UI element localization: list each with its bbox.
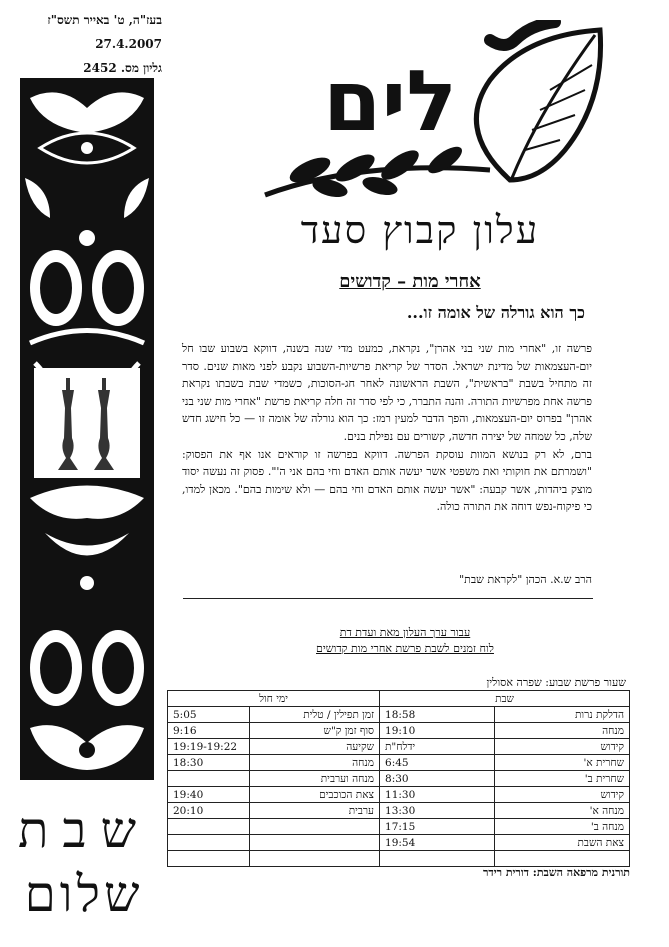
shalom-word: שלום [24, 865, 144, 920]
header-shabbat: שבת [380, 691, 630, 707]
weekday-event: ערבית [250, 803, 380, 819]
shabbat-time: 11:30 [380, 787, 495, 803]
schedule-heading [175, 625, 635, 657]
schedule-table [167, 690, 630, 867]
shabbat-event: מנחה [495, 723, 630, 739]
schedule-credit: עבור ערך העלון מאת ועדת דת [339, 626, 471, 639]
weekday-time: 20:10 [168, 803, 250, 819]
newsletter-subtitle: עלון קבוץ סעד [300, 208, 540, 252]
weekday-time: 19:19-19:22 [168, 739, 250, 755]
weekday-time: 19:40 [168, 787, 250, 803]
hebrew-date: בעז"ה, ט' באייר תשס"ז [47, 13, 162, 27]
gregorian-date: 27.4.2007 [95, 37, 162, 51]
leaf-icon [476, 22, 600, 180]
weekday-event: צאת הכוכבים [250, 787, 380, 803]
shabbat-time: 17:15 [380, 819, 495, 835]
editor-credit: תורנית מרפאה השבת: דורית רידר [483, 866, 630, 879]
article-body [182, 340, 592, 516]
shabbat-time: 13:30 [380, 803, 495, 819]
masthead-meta [22, 8, 162, 80]
header-weekday: ימי חול [168, 691, 380, 707]
shabbat-event: מנחה ב' [495, 819, 630, 835]
shabbat-shalom-title [14, 795, 154, 920]
table-header-row [168, 691, 630, 707]
newsletter-logo [240, 20, 620, 200]
table-row [168, 755, 630, 771]
shabbat-event: שחרית א' [495, 755, 630, 771]
table-row [168, 819, 630, 835]
article-headline: כך הוא גורלה של אומה זו... [406, 303, 585, 322]
weekday-event [250, 819, 380, 835]
shabbat-event: צאת השבת [495, 835, 630, 851]
table-row [168, 787, 630, 803]
floral-ornament-illustration [20, 78, 154, 780]
shabbat-event: שחרית ב' [495, 771, 630, 787]
shabbat-time [380, 851, 495, 867]
weekday-event [250, 835, 380, 851]
table-row [168, 723, 630, 739]
shabbat-time: 18:58 [380, 707, 495, 723]
weekday-time [168, 819, 250, 835]
table-row [168, 803, 630, 819]
table-row [168, 771, 630, 787]
parasha-title: אחרי מות – קדושים [339, 271, 481, 292]
shabbat-time: 19:10 [380, 723, 495, 739]
shabbat-time: 8:30 [380, 771, 495, 787]
shabbat-time: 19:54 [380, 835, 495, 851]
weekday-time: 18:30 [168, 755, 250, 771]
weekday-event: שקיעה [250, 739, 380, 755]
weekday-event: מנחה וערבית [250, 771, 380, 787]
decorative-side-panel [20, 78, 154, 780]
table-row [168, 851, 630, 867]
table-row [168, 739, 630, 755]
issue-number: גליון מס. 2452 [83, 61, 162, 75]
table-row [168, 707, 630, 723]
article-author: הרב ש.א. הכהן "לקראת שבת" [459, 573, 592, 586]
article-paragraph: פרשה זו, "אחרי מות שני בני אהרן", נקראת, כמעט מדי שנה בשנה, דווקא בשבוע שבו חל יום-העצמאות של מדינת ישראל. הסדר של קריאת פרשיות-השבוע נקבע לפני מאות שנים. סדר זה מתחיל בשבת "בראשית", השבת הראשונה לאחר חג-הסוכות, כשמדי שבת בשבתו נקראת פרשה אחת מפרשיות התורה. והנה התברר, כי לפי סדר זה חלה קריאת פרשת "אחרי מות שני בני אהרן" בפרוס יום-העצמאות, והפך הדבר למעין רמז: כך הוא גורלה של אומה זו — כל חישג חדש שלה, כל שמחה של יצירה חדשה, קשורים עם נפילת בנים. [182, 342, 592, 443]
table-row [168, 835, 630, 851]
shabbat-word: שבת [18, 801, 150, 859]
shabbat-event: קידוש [495, 787, 630, 803]
weekday-event: זמן תפילין / טלית [250, 707, 380, 723]
weekday-time: 9:16 [168, 723, 250, 739]
shabbat-event: קידוש [495, 739, 630, 755]
shabbat-time: ידלח"ת [380, 739, 495, 755]
weekly-lecture: שעור פרשת שבוע: שפרה אסולין [486, 676, 626, 689]
weekday-time [168, 771, 250, 787]
shabbat-time: 6:45 [380, 755, 495, 771]
schedule-title: לוח זמנים לשבת פרשת אחרי מות קדושים [316, 642, 494, 655]
shabbat-event: הדלקת נרות [495, 707, 630, 723]
weekday-time [168, 835, 250, 851]
divider [183, 598, 593, 599]
weekday-event [250, 851, 380, 867]
olive-branch-icon [265, 142, 490, 200]
weekday-event: מנחה [250, 755, 380, 771]
logo-text: לים [322, 52, 458, 150]
shabbat-event: מנחה א' [495, 803, 630, 819]
weekday-event: סוף זמן ק"ש [250, 723, 380, 739]
shabbat-event [495, 851, 630, 867]
article-paragraph: ברם, לא רק בנושא המוות עוסקת הפרשה. דווקא בפרשה זו קוראים אנו אף את הפסוק: "ושמרתם את חוקותי ואת משפטי אשר יעשה אותם האדם וחי בהם אני ה'". פסוק זה נעשה יסוד מוצק ביהדות, אשר קבעה: "אשר יעשה אותם האדם וחי בהם — ולא שימות בהם". מכאן למדו, כי פיקוח-נפש דוחה את התורה כולה. [182, 447, 592, 514]
weekday-time: 5:05 [168, 707, 250, 723]
weekday-time [168, 851, 250, 867]
